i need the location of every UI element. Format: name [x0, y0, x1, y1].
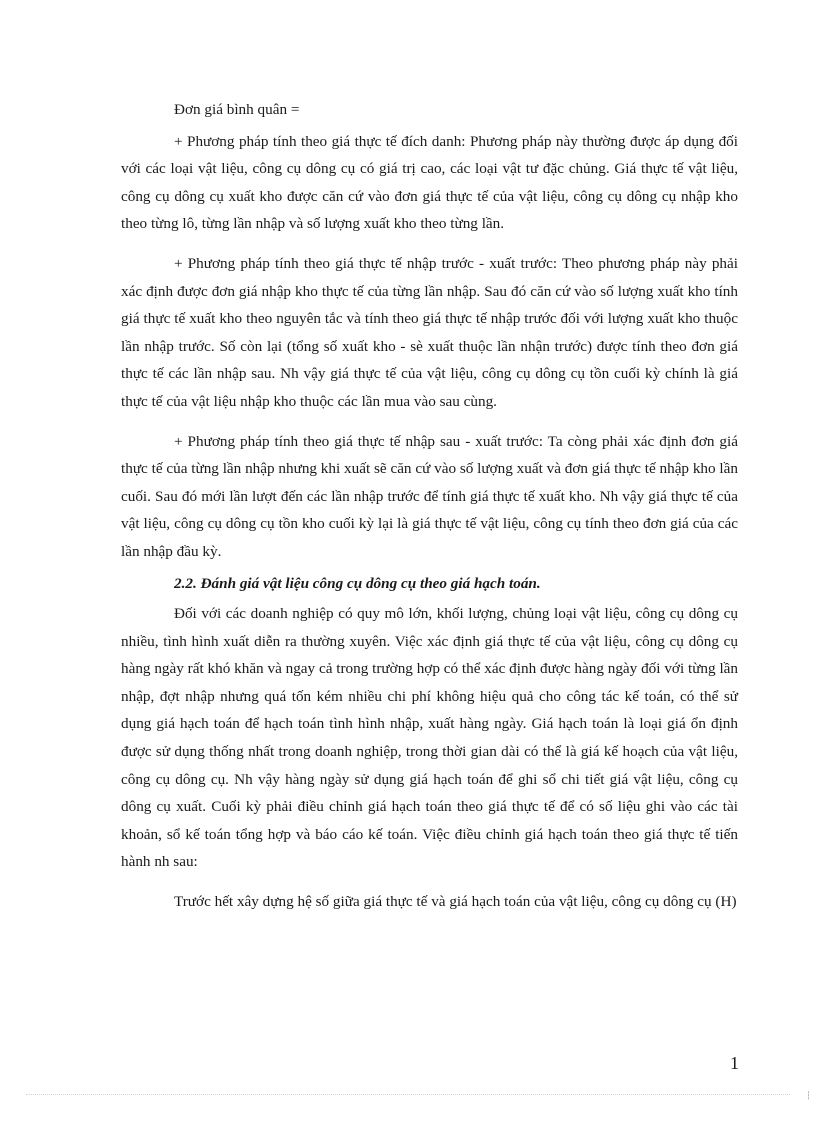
document-body [121, 96, 738, 928]
page-number: 1 [730, 1053, 739, 1073]
edge-marker-icon: ┆ [806, 1091, 811, 1100]
paragraph-specific-identification: + Phương pháp tính theo giá thực tế đích danh: Phương pháp này thường được áp dụng đối với các loại vật liệu, công cụ dông cụ có giá trị cao, các loại vật tư đặc chủng. Giá thực tế vật liệu, công cụ dông cụ xuất kho được căn cứ vào đơn giá thực tế của vật liệu, công cụ dông cụ nhập kho theo từng lô, từng lần nhập và số lượng xuất kho theo từng lần. [121, 132, 738, 233]
paragraph-coefficient: Trước hết xây dựng hệ số giữa giá thực tế và giá hạch toán của vật liệu, công cụ dông cụ (H) [174, 893, 737, 911]
section-heading: 2.2. Đánh giá vật liệu công cụ dông cụ theo giá hạch toán. [174, 574, 541, 592]
paragraph-accounting-price: Đối với các doanh nghiệp có quy mô lớn, khối lượng, chủng loại vật liệu, công cụ dông cụ nhiều, tình hình xuất diễn ra thường xuyên. Việc xác định giá thực tế của vật liệu, công cụ dông cụ hàng ngày rất khó khăn và ngay cả trong trường hợp có thể xác định được hàng ngày đối với từng lần nhập, đợt nhập nhưng quá tốn kém nhiều chi phí không hiệu quả cho công tác kế toán, có thể sử dụng giá hạch toán để hạch toán tình hình nhập, xuất hàng ngày. Giá hạch toán là loại giá ổn định được sử dụng thống nhất trong doanh nghiệp, trong thời gian dài có thể là giá kế hoạch của vật liệu, công cụ dông cụ. Nh vậy hàng ngày sử dụng giá hạch toán để ghi sổ chi tiết giá vật liệu, công cụ dông cụ xuất. Cuối kỳ phải điều chỉnh giá hạch toán theo giá thực tế để có số liệu ghi vào các tài khoản, sổ kế toán tổng hợp và báo cáo kế toán. Việc điều chỉnh giá hạch toán theo giá thực tế tiến hành nh sau: [121, 605, 738, 871]
footer-divider [26, 1094, 790, 1095]
paragraph-lifo: + Phương pháp tính theo giá thực tế nhập sau - xuất trước: Ta còng phải xác định đơn giá thực tế của từng lần nhập nhưng khi xuất sẽ căn cứ vào số lượng xuất và đơn giá thực tế nhập kho lần cuối. Sau đó mới lần lượt đến các lần nhập trước để tính giá thực tế xuất kho. Nh vậy giá thực tế của vật liệu, công cụ dông cụ tồn kho cuối kỳ lại là giá thực tế vật liệu, công cụ tính theo đơn giá của các lần nhập đầu kỳ. [121, 432, 738, 560]
formula-line: Đơn giá bình quân = [174, 101, 300, 118]
paragraph-fifo: + Phương pháp tính theo giá thực tế nhập trước - xuất trước: Theo phương pháp này phải xác định được đơn giá nhập kho thực tế của từng lần nhập. Sau đó căn cứ vào số lượng xuất kho tính giá thực tế xuất kho theo nguyên tắc và tính theo giá thực tế nhập trước đối với lượng xuất kho thuộc lần nhập trước. Số còn lại (tổng số xuất kho - sè xuất thuộc lần nhận trước) được tính theo đơn giá thực tế các lần nhập sau. Nh vậy giá thực tế của vật liệu, công cụ dông cụ tồn cuối kỳ chính là giá thực tế của vật liệu nhập kho thuộc các lần mua vào sau cùng. [121, 254, 738, 410]
